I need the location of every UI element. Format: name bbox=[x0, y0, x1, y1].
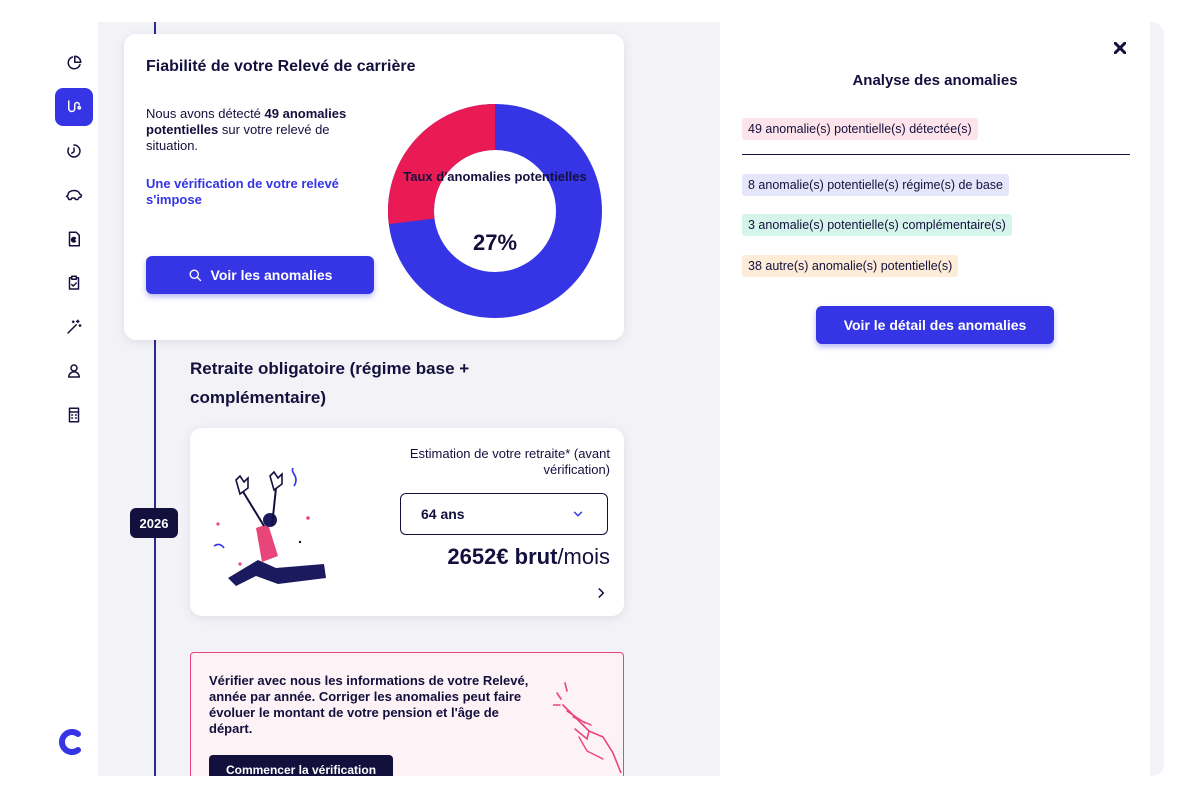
brand-logo[interactable] bbox=[54, 728, 90, 756]
route-icon bbox=[65, 98, 83, 116]
reliability-description: Nous avons détecté 49 anomalies potentielles sur votre relevé de situation. bbox=[146, 106, 347, 153]
anomaly-analysis-panel bbox=[720, 22, 1150, 776]
sidebar-item-career[interactable] bbox=[55, 88, 93, 126]
reliability-title: Fiabilité de votre Relevé de carrière bbox=[146, 58, 416, 75]
donut-value: 27% bbox=[472, 230, 518, 255]
timeline-year-badge: 2026 bbox=[130, 508, 178, 538]
clipboard-icon bbox=[65, 274, 83, 292]
sidebar-item-clipboard[interactable] bbox=[55, 264, 93, 302]
start-verification-button[interactable]: Commencer la vérification bbox=[209, 755, 393, 776]
sidebar-item-simulation[interactable] bbox=[55, 308, 93, 346]
search-icon bbox=[188, 268, 203, 283]
main-content bbox=[98, 22, 720, 776]
view-anomaly-details-button[interactable]: Voir le détail des anomalies bbox=[816, 306, 1054, 344]
verification-callout bbox=[190, 652, 624, 776]
user-icon bbox=[65, 362, 83, 380]
calculator-icon bbox=[65, 406, 83, 424]
close-button[interactable] bbox=[1110, 38, 1130, 58]
chevron-down-icon bbox=[571, 507, 585, 521]
donut-label: Taux d'anomalies potentielles bbox=[403, 169, 587, 184]
panel-title: Analyse des anomalies bbox=[852, 72, 1018, 89]
sidebar-item-profile[interactable] bbox=[55, 352, 93, 390]
divider bbox=[742, 154, 1130, 155]
app-window bbox=[36, 22, 1164, 776]
view-anomalies-button[interactable] bbox=[146, 256, 374, 294]
piggy-bank-icon bbox=[65, 186, 83, 204]
anomaly-total-tag: 49 anomalie(s) potentielle(s) détectée(s) bbox=[742, 118, 978, 140]
anomaly-donut-chart bbox=[386, 102, 604, 320]
sidebar-item-savings[interactable] bbox=[55, 176, 93, 214]
celebration-illustration bbox=[206, 468, 336, 586]
anomaly-complementary-tag: 3 anomalie(s) potentielle(s) complémentaire(s) bbox=[742, 214, 1012, 236]
pointing-hand-illustration bbox=[553, 679, 623, 773]
sidebar-item-dashboard[interactable] bbox=[55, 44, 93, 82]
pie-chart-icon bbox=[65, 54, 83, 72]
close-icon bbox=[1114, 42, 1126, 54]
pension-amount: 2652€ brut/mois bbox=[447, 544, 610, 569]
chevron-right-icon[interactable] bbox=[594, 586, 608, 600]
verification-text: Vérifier avec nous les informations de votre Relevé, année par année. Corriger les anomalies peut faire évoluer le montant de votre pension et l'âge de départ. bbox=[209, 673, 529, 736]
verification-warning: Une vérification de votre relevé s'impose bbox=[146, 176, 339, 207]
retirement-estimate-card[interactable] bbox=[190, 428, 624, 616]
estimate-label: Estimation de votre retraite* (avant vérification) bbox=[409, 446, 610, 477]
document-euro-icon bbox=[65, 230, 83, 248]
section-title: Retraite obligatoire (régime base + complémentaire) bbox=[190, 359, 470, 407]
retirement-age-select[interactable] bbox=[400, 493, 608, 535]
view-anomalies-label: Voir les anomalies bbox=[210, 267, 333, 283]
sidebar-item-timer[interactable] bbox=[55, 132, 93, 170]
timer-icon bbox=[65, 142, 83, 160]
sidebar bbox=[36, 22, 98, 776]
anomaly-other-tag: 38 autre(s) anomalie(s) potentielle(s) bbox=[742, 255, 958, 277]
sidebar-item-calculator[interactable] bbox=[55, 396, 93, 434]
reliability-card bbox=[124, 34, 624, 340]
anomaly-base-tag: 8 anomalie(s) potentielle(s) régime(s) de base bbox=[742, 174, 1009, 196]
sidebar-item-documents[interactable] bbox=[55, 220, 93, 258]
retirement-age-value: 64 ans bbox=[421, 506, 465, 522]
magic-wand-icon bbox=[65, 318, 83, 336]
